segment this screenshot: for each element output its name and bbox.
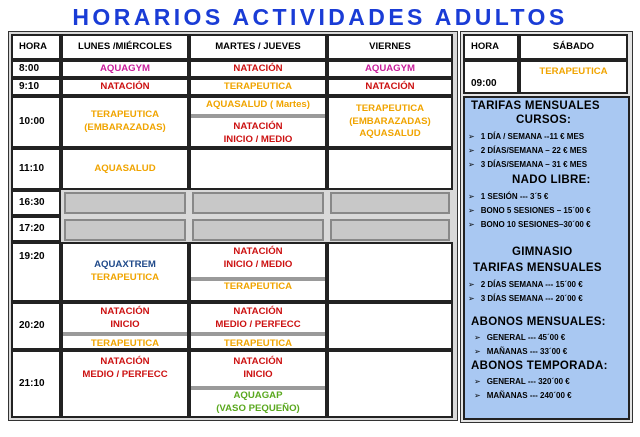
hour-0910: 9:10 [11, 78, 61, 96]
hour-1720: 17:20 [11, 216, 61, 242]
lm-1720-blank [64, 219, 186, 241]
schedule-table [8, 31, 458, 421]
nado-item-2: ➢ BONO 5 SESIONES – 15´00 € [468, 206, 591, 215]
abono-temporada-mananas: ➢ MAÑANAS --- 240´00 € [474, 391, 572, 400]
hour-1630: 16:30 [11, 190, 61, 216]
abonos-temporada-title: ABONOS TEMPORADA: [471, 360, 608, 372]
lm-1000-line1: TERAPEUTICA [90, 109, 160, 121]
header-lunes-miercoles: LUNES /MIÉRCOLES [61, 34, 189, 60]
sabado-activity: TERAPEUTICA [519, 60, 628, 94]
vi-2020-empty [327, 302, 453, 350]
header-viernes: VIERNES [327, 34, 453, 60]
sabado-header-day: SÁBADO [519, 34, 628, 60]
nado-item-1: ➢ 1 SESIÓN --- 3´5 € [468, 192, 548, 201]
nado-libre-title: NADO LIBRE: [512, 174, 591, 186]
lm-2110-line2: MEDIO / PERFECC [82, 368, 168, 380]
lm-2020 [61, 302, 189, 350]
tarifas-box [463, 96, 630, 420]
lm-2020-line2: INICIO [110, 318, 140, 330]
abono-mensual-general: ➢ GENERAL --- 45´00 € [474, 333, 565, 342]
mj-1920-line1: NATACIÓN [233, 246, 283, 257]
vi-1000-line1: TERAPEUTICA [355, 102, 425, 114]
lm-0800: AQUAGYM [61, 60, 189, 78]
lm-1920-line2: TERAPEUTICA [90, 272, 160, 283]
lm-1920 [61, 242, 189, 302]
mj-2110-line4: (VASO PEQUEÑO) [216, 402, 300, 414]
vi-2110-empty [327, 350, 453, 418]
lm-2020-divider [63, 332, 187, 336]
mj-2110-line2: INICIO [243, 368, 273, 380]
mj-2110-divider [191, 386, 325, 390]
mj-2110-line3: AQUAGAP [233, 389, 283, 401]
curso-item-2: ➢ 2 DÍAS/SEMANA – 22 € MES [468, 146, 587, 155]
gimnasio-item-2: ➢ 3 DÍAS SEMANA --- 20´00 € [468, 294, 583, 303]
vi-1110-empty [327, 148, 453, 190]
lm-2020-line1: NATACIÓN [100, 306, 150, 317]
header-hora: HORA [11, 34, 61, 60]
mj-2020-line1: NATACIÓN [233, 306, 283, 317]
mj-1000-line3: INICIO / MEDIO [223, 133, 293, 145]
mj-0910: TERAPEUTICA [189, 78, 327, 96]
mj-1630-blank [192, 192, 324, 214]
nado-item-3: ➢ BONO 10 SESIONES–30´00 € [468, 220, 591, 229]
mj-1000-line2: NATACIÓN [233, 120, 283, 132]
gimnasio-title: GIMNASIO [512, 246, 573, 258]
lm-1000-line2: (EMBARAZADAS) [84, 122, 166, 133]
mj-1000-divider [191, 114, 325, 118]
header-martes-jueves: MARTES / JUEVES [189, 34, 327, 60]
tarifas-title: TARIFAS MENSUALES [471, 100, 600, 112]
hour-0800: 8:00 [11, 60, 61, 78]
lm-1000 [61, 96, 189, 148]
lm-0910: NATACIÓN [61, 78, 189, 96]
lm-2020-line3: TERAPEUTICA [90, 337, 160, 349]
sabado-header-hora: HORA [463, 34, 519, 60]
sabado-hora: 09:00 [463, 60, 519, 94]
mj-1110-empty [189, 148, 327, 190]
hour-1000: 10:00 [11, 96, 61, 148]
mj-2020-divider [191, 332, 325, 336]
hour-2110: 21:10 [11, 350, 61, 418]
hour-2020: 20:20 [11, 302, 61, 350]
vi-0800: AQUAGYM [327, 60, 453, 78]
vi-1000 [327, 96, 453, 148]
vi-1000-line3: AQUASALUD [359, 128, 421, 140]
vi-1630-blank [330, 192, 450, 214]
hour-1920: 19:20 [11, 242, 61, 302]
vi-1920-empty [327, 242, 453, 302]
lm-1110: AQUASALUD [61, 148, 189, 190]
page-title: HORARIOS ACTIVIDADES ADULTOS [72, 4, 568, 30]
mj-1720-blank [192, 219, 324, 241]
vi-1000-line2: (EMBARAZADAS) [349, 115, 431, 127]
vi-0910: NATACIÓN [327, 78, 453, 96]
abonos-mensuales-title: ABONOS MENSUALES: [471, 316, 606, 328]
lm-1630-blank [64, 192, 186, 214]
sabado-and-tarifas-panel [460, 31, 633, 423]
mj-1000 [189, 96, 327, 148]
lm-1920-line1: AQUAXTREM [94, 259, 156, 271]
mj-2110-line1: NATACIÓN [233, 356, 283, 367]
abono-temporada-general: ➢ GENERAL --- 320´00 € [474, 377, 570, 386]
mj-1920-line3: TERAPEUTICA [223, 280, 293, 292]
gimnasio-item-1: ➢ 2 DÍAS SEMANA --- 15´00 € [468, 280, 583, 289]
abono-mensual-mananas: ➢ MAÑANAS --- 33´00 € [474, 347, 567, 356]
mj-1920 [189, 242, 327, 302]
mj-1000-line1: AQUASALUD ( Martes) [206, 99, 310, 110]
mj-0800: NATACIÓN [189, 60, 327, 78]
curso-item-3: ➢ 3 DÍAS/SEMANA – 31 € MES [468, 160, 587, 169]
cursos-title: CURSOS: [516, 114, 572, 126]
lm-2110 [61, 350, 189, 418]
curso-item-1: ➢ 1 DÍA / SEMANA --11 € MES [468, 132, 584, 141]
mj-1920-line2: INICIO / MEDIO [223, 258, 293, 270]
mj-2020-line3: TERAPEUTICA [223, 337, 293, 349]
gimnasio-tarifas-title: TARIFAS MENSUALES [473, 262, 602, 274]
mj-2020-line2: MEDIO / PERFECC [215, 318, 301, 330]
mj-2110 [189, 350, 327, 418]
mj-1920-divider [191, 277, 325, 281]
vi-1720-blank [330, 219, 450, 241]
mj-2020 [189, 302, 327, 350]
hour-1110: 11:10 [11, 148, 61, 190]
lm-2110-line1: NATACIÓN [100, 356, 150, 367]
